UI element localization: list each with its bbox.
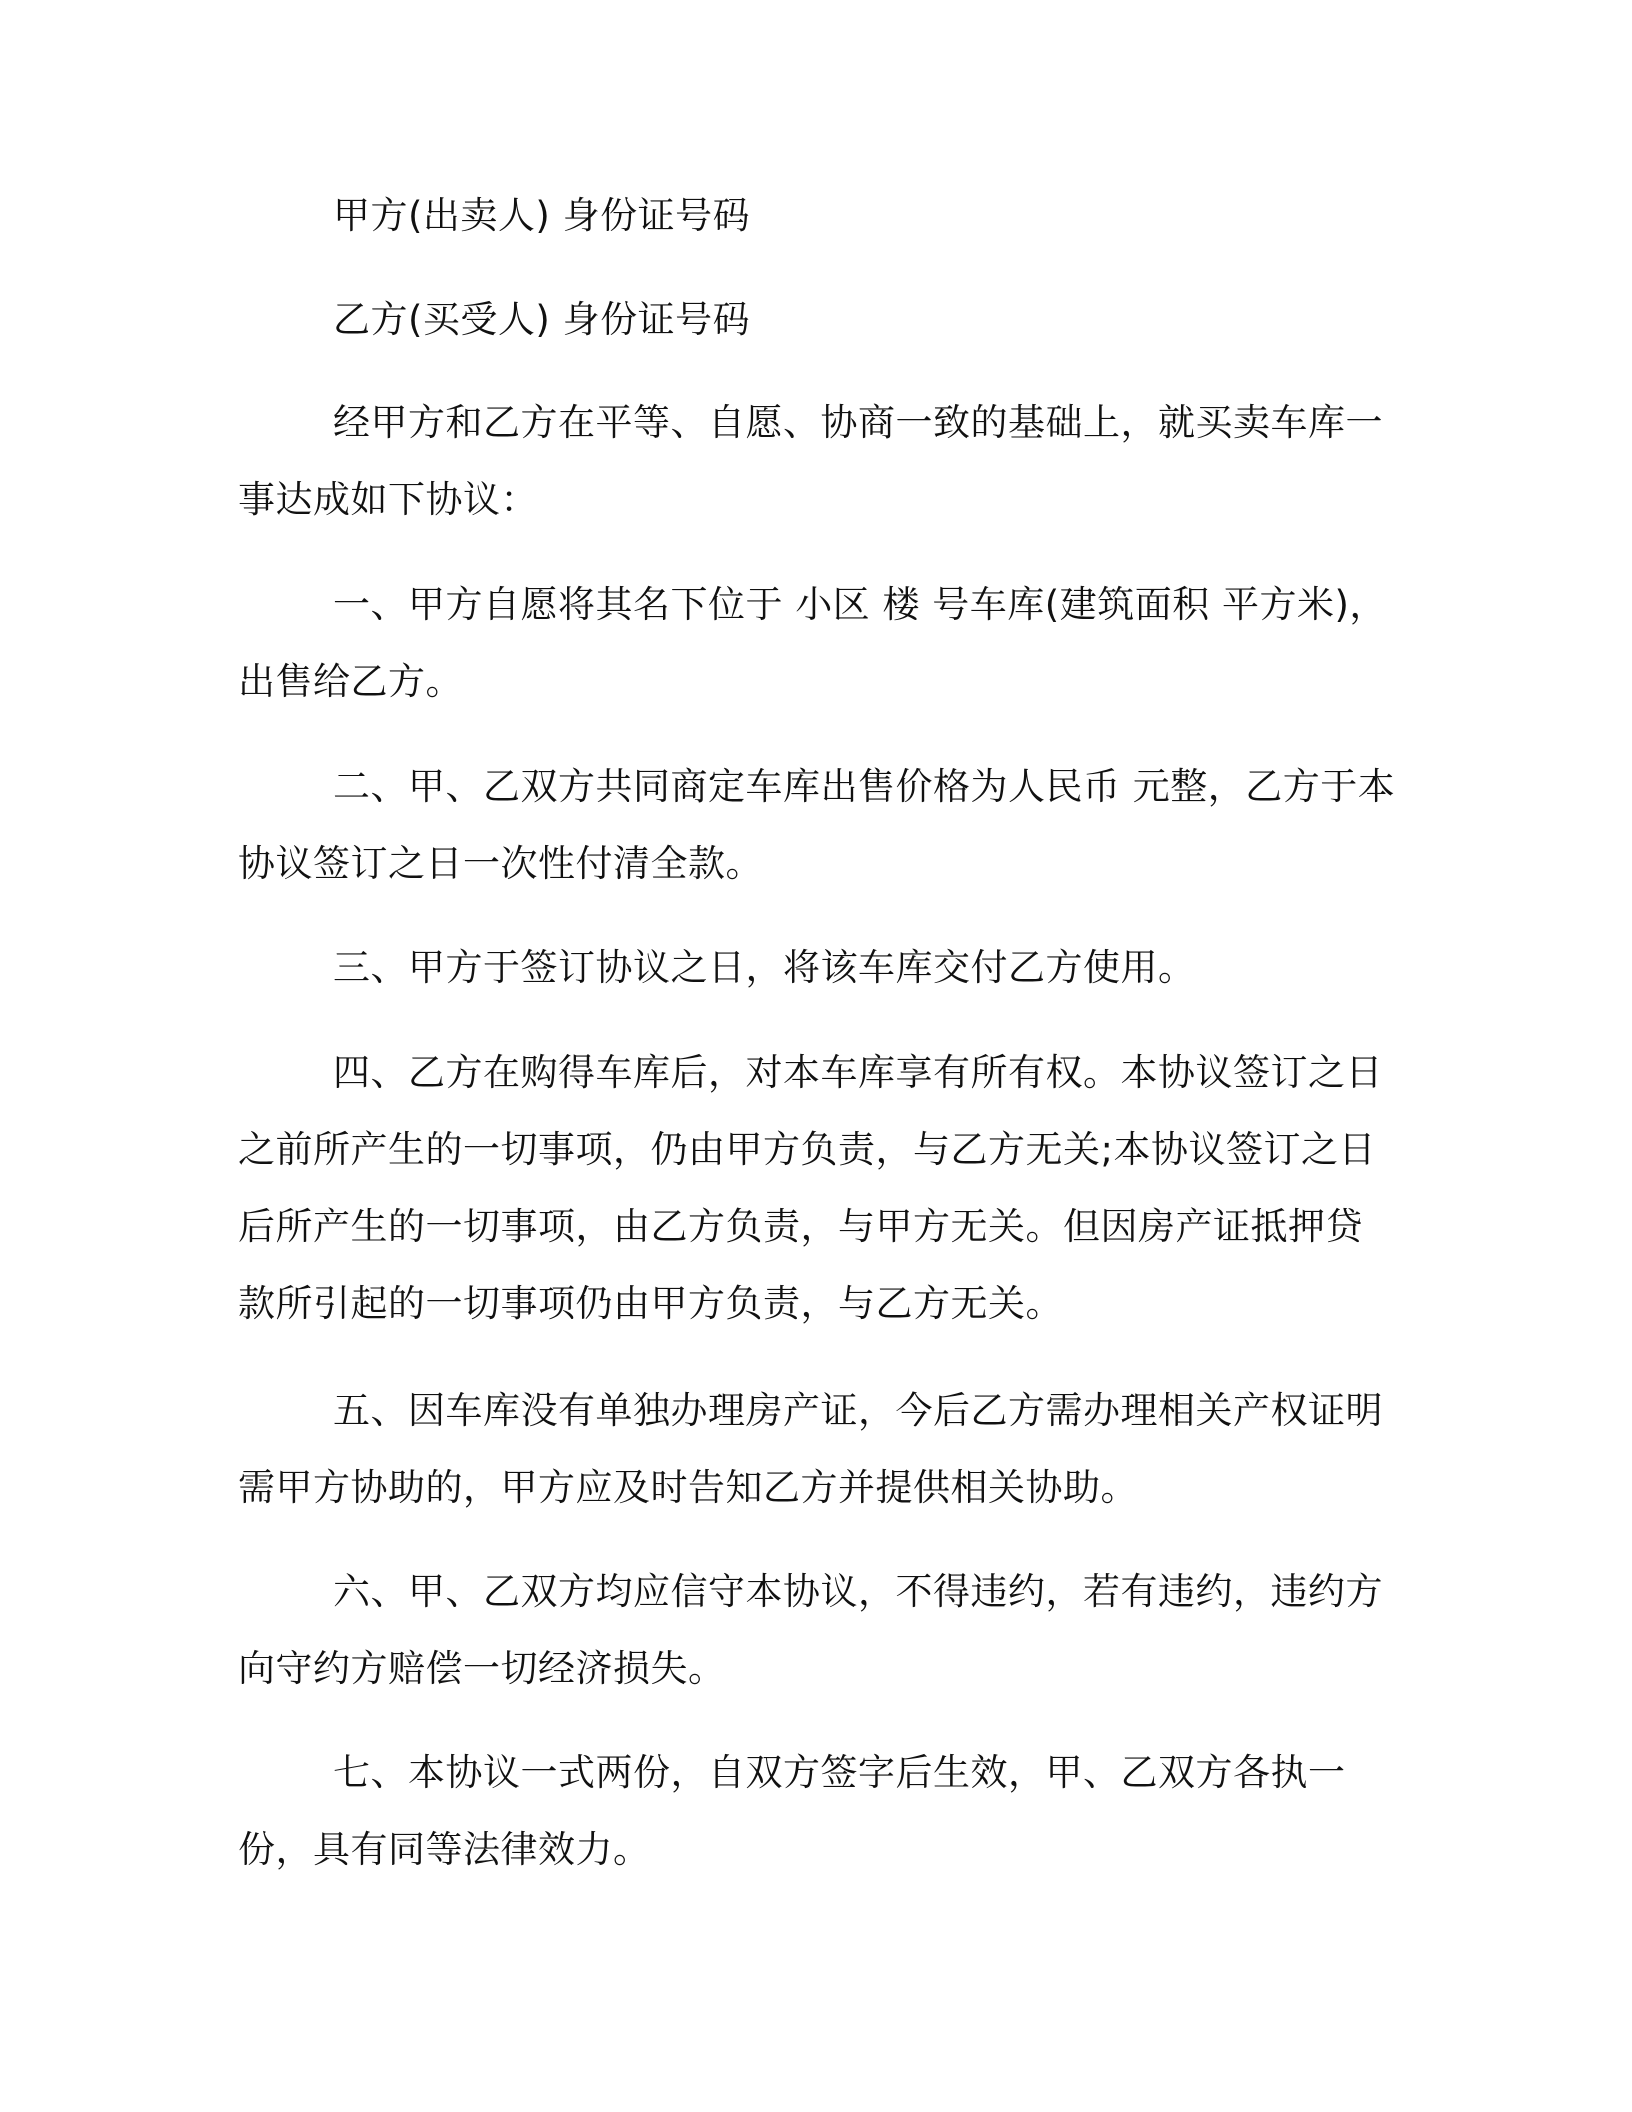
- clause-7: 七、本协议一式两份，自双方签字后生效，甲、乙双方各执一份，具有同等法律效力。: [238, 1751, 1346, 1871]
- clause-3: 三、甲方于签订协议之日，将该车库交付乙方使用。: [333, 946, 1196, 989]
- clause-1: 一、甲方自愿将其名下位于 小区 楼 号车库(建筑面积 平方米)，出售给乙方。: [238, 583, 1387, 703]
- intro-paragraph: 经甲方和乙方在平等、自愿、协商一致的基础上，就买卖车库一事达成如下协议：: [238, 401, 1383, 521]
- clause-5: 五、因车库没有单独办理房产证，今后乙方需办理相关产权证明需甲方协助的，甲方应及时告知乙方并提供相关协助。: [238, 1389, 1383, 1509]
- party-a-line: 甲方(出卖人) 身份证号码: [333, 194, 751, 237]
- clause-2: 二、甲、乙双方共同商定车库出售价格为人民币 元整，乙方于本协议签订之日一次性付清全款。: [238, 765, 1396, 885]
- clause-6: 六、甲、乙双方均应信守本协议，不得违约，若有违约，违约方向守约方赔偿一切经济损失。: [238, 1570, 1383, 1690]
- party-b-line: 乙方(买受人) 身份证号码: [333, 298, 751, 341]
- clause-4: 四、乙方在购得车库后，对本车库享有所有权。本协议签订之日之前所产生的一切事项，仍由甲方负责，与乙方无关;本协议签订之日后所产生的一切事项，由乙方负责，与甲方无关。但因房产证抵押贷款所引起的一切事项仍由甲方负责，与乙方无关。: [238, 1051, 1383, 1325]
